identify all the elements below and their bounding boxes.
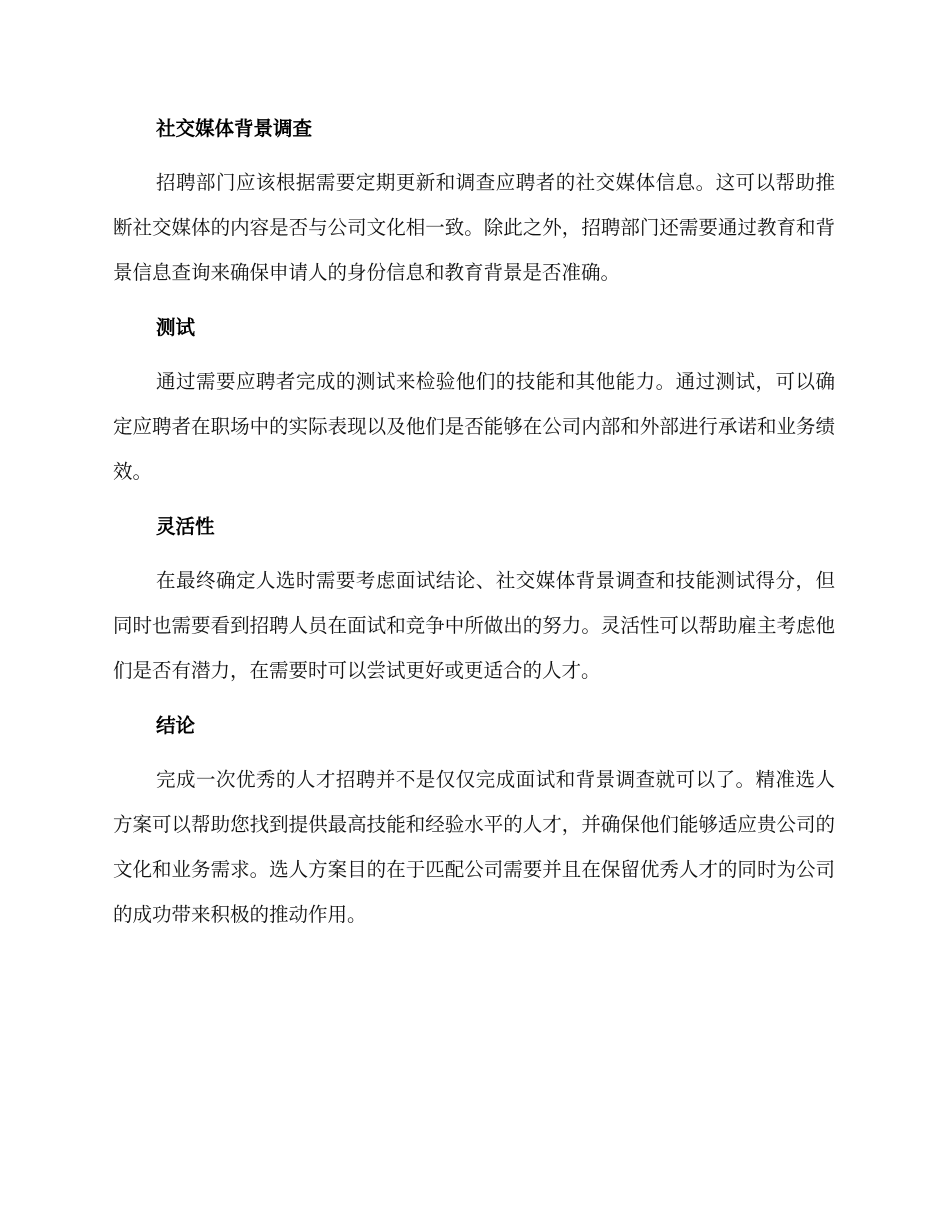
section-testing <box>113 309 835 494</box>
section-social-media <box>113 110 835 295</box>
section-conclusion <box>113 707 835 937</box>
section-flexibility <box>113 508 835 693</box>
section-paragraph: 在最终确定人选时需要考虑面试结论、社交媒体背景调查和技能测试得分，但同时也需要看到招聘人员在面试和竞争中所做出的努力。灵活性可以帮助雇主考虑他们是否有潜力，在需要时可以尝试更好或更适合的人才。 <box>113 569 835 682</box>
section-heading: 结论 <box>156 714 196 737</box>
document-page <box>113 110 835 951</box>
section-paragraph: 通过需要应聘者完成的测试来检验他们的技能和其他能力。通过测试，可以确定应聘者在职场中的实际表现以及他们是否能够在公司内部和外部进行承诺和业务绩效。 <box>113 370 835 483</box>
section-paragraph: 招聘部门应该根据需要定期更新和调查应聘者的社交媒体信息。这可以帮助推断社交媒体的内容是否与公司文化相一致。除此之外，招聘部门还需要通过教育和背景信息查询来确保申请人的身份信息和教育背景是否准确。 <box>113 171 835 284</box>
section-heading: 灵活性 <box>156 515 215 538</box>
section-heading: 测试 <box>156 316 196 339</box>
section-heading: 社交媒体背景调查 <box>156 117 313 140</box>
section-paragraph: 完成一次优秀的人才招聘并不是仅仅完成面试和背景调查就可以了。精准选人方案可以帮助您找到提供最高技能和经验水平的人才，并确保他们能够适应贵公司的文化和业务需求。选人方案目的在于匹配公司需要并且在保留优秀人才的同时为公司的成功带来积极的推动作用。 <box>113 768 835 926</box>
